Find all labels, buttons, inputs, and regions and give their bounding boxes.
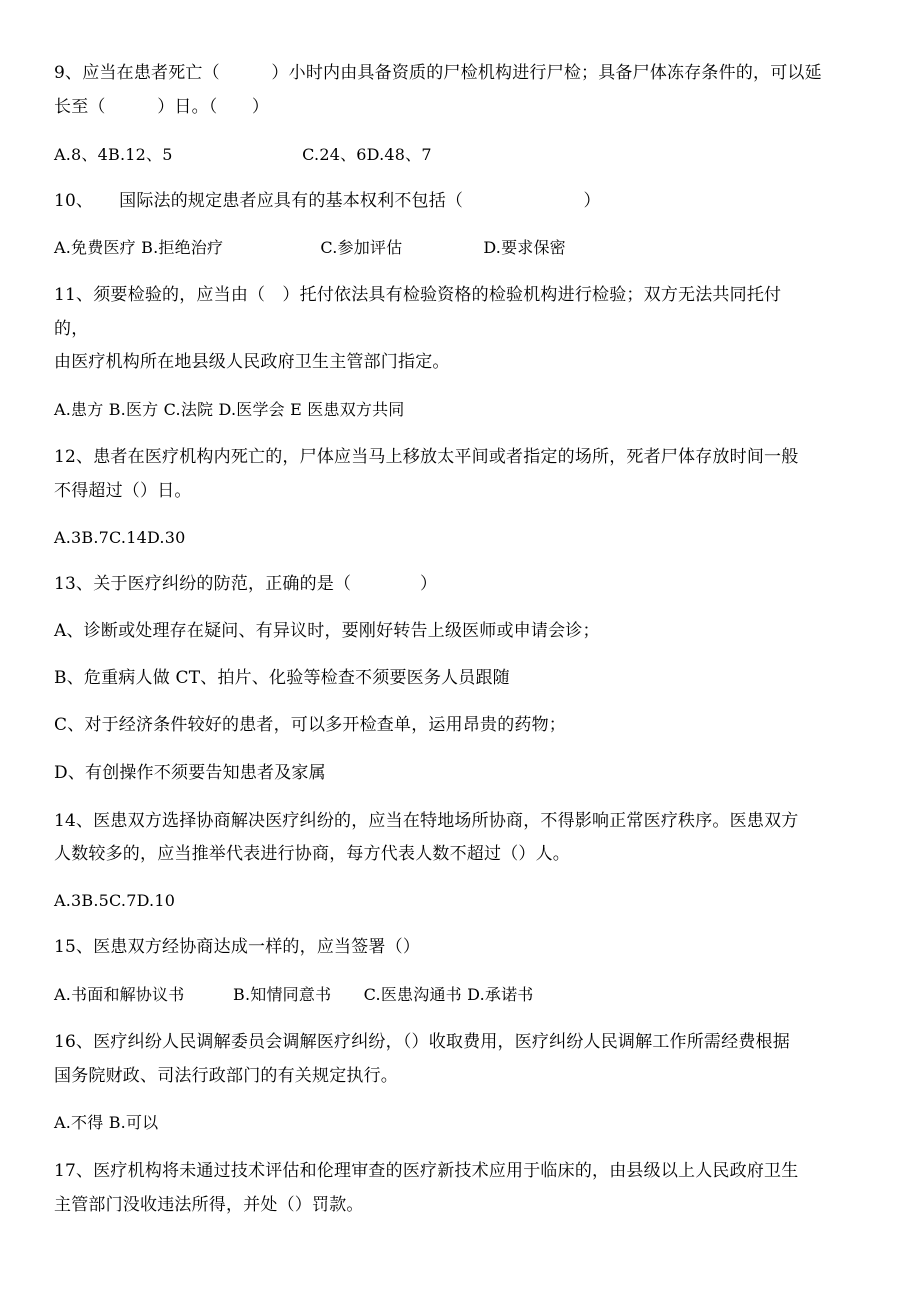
question-9-line-1: 9、应当在患者死亡（ ）小时内由具备资质的尸检机构进行尸检；具备尸体冻存条件的，可以延 (54, 63, 822, 83)
question-11-line-3: 由医疗机构所在地县级人民政府卫生主管部门指定。 (54, 352, 450, 372)
question-17-line-2: 主管部门没收违法所得，并处（）罚款。 (54, 1195, 364, 1215)
question-13-choice-c: C、对于经济条件较好的患者，可以多开检查单，运用昂贵的药物； (54, 715, 567, 735)
question-16-options: A.不得 B.可以 (54, 1113, 159, 1132)
question-12-options: A.3B.7C.14D.30 (54, 528, 186, 547)
question-11-options: A.患方 B.医方 C.法院 D.医学会 E 医患双方共同 (54, 400, 405, 419)
question-16-line-2: 国务院财政、司法行政部门的有关规定执行。 (54, 1066, 398, 1086)
question-10-options: A.免费医疗 B.拒绝治疗 C.参加评估 D.要求保密 (54, 238, 566, 257)
question-9-line-2: 长至（ ）日。（ ） (54, 97, 270, 117)
question-16-line-1: 16、医疗纠纷人民调解委员会调解医疗纠纷，（）收取费用，医疗纠纷人民调解工作所需经费根据 (54, 1032, 790, 1052)
question-12-line-2: 不得超过（）日。 (54, 481, 192, 501)
question-15-line-1: 15、医患双方经协商达成一样的，应当签署（） (54, 937, 421, 957)
question-13-choice-a: A、诊断或处理存在疑问、有异议时，要刚好转告上级医师或申请会诊； (54, 621, 600, 641)
question-14-line-1: 14、医患双方选择协商解决医疗纠纷的，应当在特地场所协商，不得影响正常医疗秩序。医患双方 (54, 811, 799, 831)
question-13-line-1: 13、关于医疗纠纷的防范，正确的是（ ） (54, 574, 438, 594)
question-14-options: A.3B.5C.7D.10 (54, 891, 176, 910)
question-11-line-2: 的， (54, 319, 89, 339)
question-15-options: A.书面和解协议书 B.知情同意书 C.医患沟通书 D.承诺书 (54, 985, 534, 1004)
question-10-line-1: 10、 国际法的规定患者应具有的基本权利不包括（ ） (54, 191, 601, 211)
question-9-options: A.8、4B.12、5 C.24、6D.48、7 (54, 145, 432, 164)
question-17-line-1: 17、医疗机构将未通过技术评估和伦理审查的医疗新技术应用于临床的，由县级以上人民政府卫生 (54, 1161, 799, 1181)
question-12-line-1: 12、患者在医疗机构内死亡的，尸体应当马上移放太平间或者指定的场所，死者尸体存放时间一般 (54, 447, 799, 467)
question-13-choice-d: D、有创操作不须要告知患者及家属 (54, 763, 326, 783)
question-14-line-2: 人数较多的，应当推举代表进行协商，每方代表人数不超过（）人。 (54, 844, 570, 864)
question-11-line-1: 11、须要检验的，应当由（ ）托付依法具有检验资格的检验机构进行检验；双方无法共同托付 (54, 285, 782, 305)
question-13-choice-b: B、危重病人做 CT、拍片、化验等检查不须要医务人员跟随 (54, 668, 510, 688)
